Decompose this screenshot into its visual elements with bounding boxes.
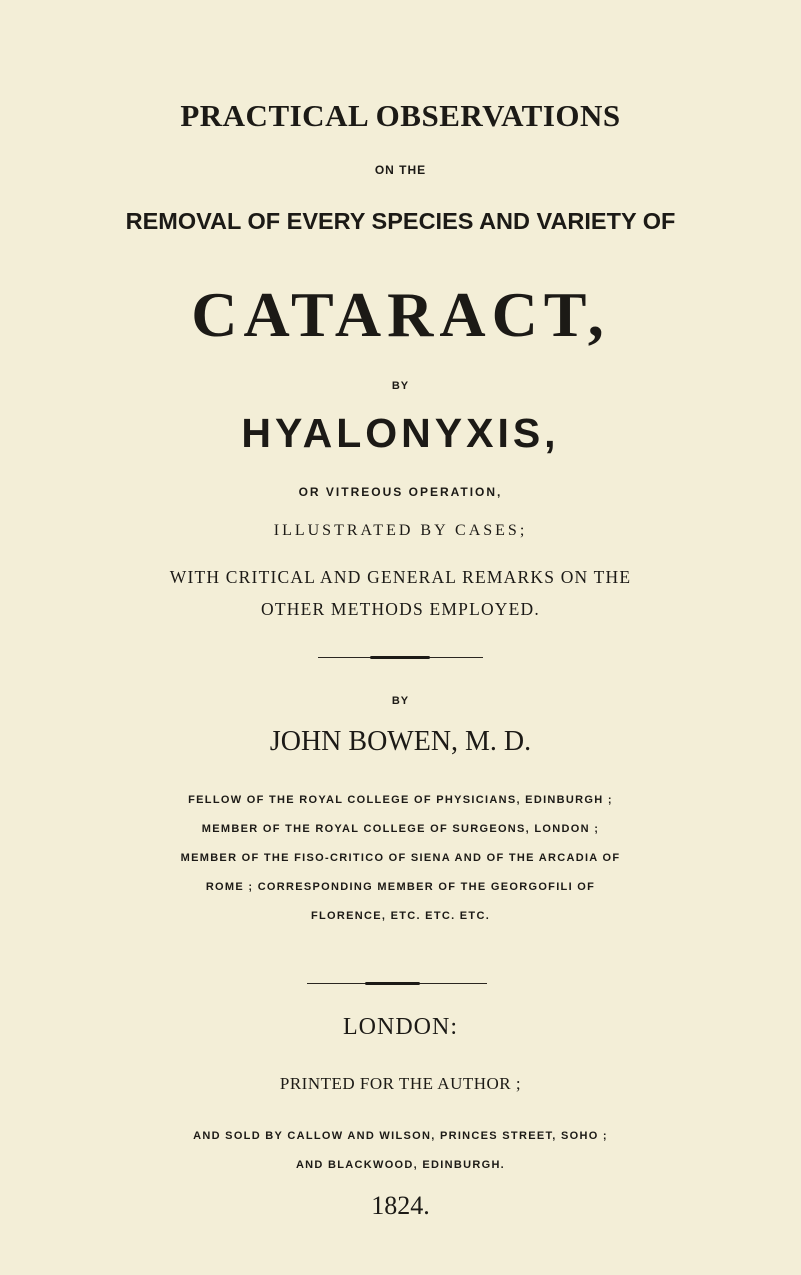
by-line-2: BY <box>391 695 410 707</box>
credential-line: FLORENCE, ETC. ETC. ETC. <box>310 910 491 922</box>
divider-rule-1-swell <box>370 656 430 659</box>
credential-line: MEMBER OF THE ROYAL COLLEGE OF SURGEONS, LONDON ; <box>201 823 600 835</box>
vitreous-operation-line: OR VITREOUS OPERATION, <box>298 485 503 499</box>
author-name: JOHN BOWEN, M. D. <box>269 726 532 757</box>
divider-rule-2-swell <box>365 982 420 985</box>
by-line-1: BY <box>391 380 410 392</box>
subject-line: REMOVAL OF EVERY SPECIES AND VARIETY OF <box>125 208 676 234</box>
hyalonyxis-heading: HYALONYXIS, <box>241 410 560 456</box>
publication-year: 1824. <box>371 1191 430 1220</box>
on-the-line: ON THE <box>374 163 427 177</box>
sold-by-line-1: AND SOLD BY CALLOW AND WILSON, PRINCES STREET, SOHO ; <box>193 1130 608 1142</box>
sold-by-line-2: AND BLACKWOOD, EDINBURGH. <box>295 1159 506 1171</box>
credential-line: MEMBER OF THE FISO-CRITICO OF SIENA AND OF THE ARCADIA OF <box>180 852 621 864</box>
illustrated-line: ILLUSTRATED BY CASES; <box>273 522 528 539</box>
remarks-line-1: WITH CRITICAL AND GENERAL REMARKS ON THE <box>169 567 632 587</box>
credential-line: ROME ; CORRESPONDING MEMBER OF THE GEORGOFILI OF <box>205 881 596 893</box>
book-title: PRACTICAL OBSERVATIONS <box>180 98 621 133</box>
place-of-publication: LONDON: <box>343 1014 458 1040</box>
printed-for-line: PRINTED FOR THE AUTHOR ; <box>279 1074 522 1093</box>
credential-line: FELLOW OF THE ROYAL COLLEGE OF PHYSICIANS, EDINBURGH ; <box>188 794 613 806</box>
remarks-line-2: OTHER METHODS EMPLOYED. <box>261 599 540 619</box>
cataract-heading: CATARACT, <box>191 279 610 350</box>
